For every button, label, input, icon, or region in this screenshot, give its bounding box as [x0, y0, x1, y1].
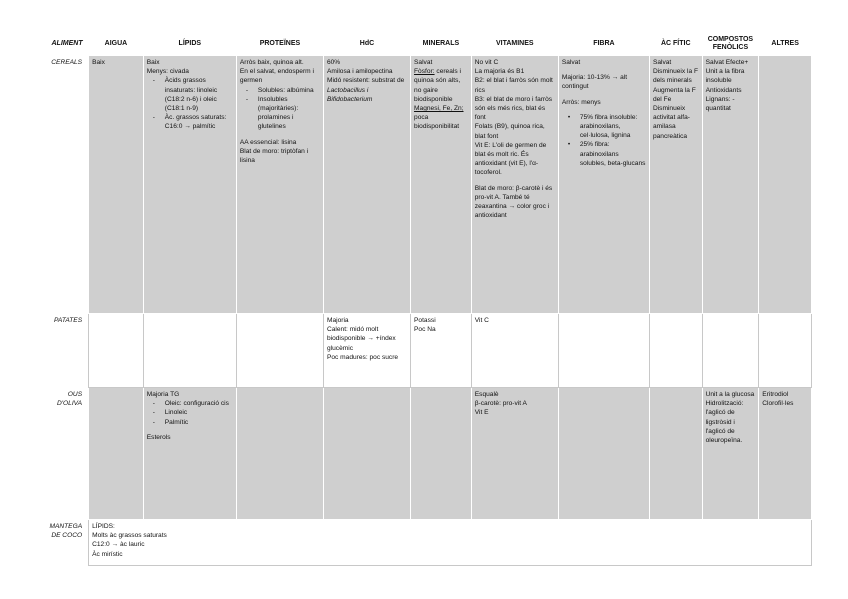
cell-ous-aigua: [89, 388, 144, 520]
text: Arròs: menys: [561, 98, 601, 106]
cell-patates-fibra: [558, 314, 649, 388]
header-minerals: MINERALS: [422, 39, 460, 47]
cell-mantega: [89, 520, 812, 566]
list-item: • 25% fibra: arabinoxilans solubles, beta-glucans: [580, 140, 646, 168]
list-item: - Àc. grassos saturats: C16:0 → palmític: [165, 113, 233, 131]
list-item: - Linoleic: [165, 408, 233, 417]
header-fitic: ÀC FÍTIC: [660, 39, 691, 47]
list-item: - Oleic: configuració cis: [165, 399, 233, 408]
text: Àc mirístic: [92, 550, 123, 558]
cell-ous-fenolics: Unit a la glucosa Hidrolització: l'aglicó de ligstròsid i l'aglicó de oleuropeïna.: [702, 388, 759, 520]
text: LÍPIDS:: [92, 523, 115, 530]
text: Majoria TG: [146, 391, 180, 398]
text: Blat de moro: β-carotè i és pro-vit A. També té zeaxantina → color groc i antioxidant: [474, 184, 553, 220]
cell-cereals-fitic: Salvat Disminueix la F dels minerals Augmenta la F del Fe Disminueix activitat alfa-amilasa pancreàtica: [649, 56, 702, 314]
text: 60%: [326, 59, 341, 66]
text: Vit E: [474, 409, 489, 417]
text: Majoria: 10-13% → alt contingut: [561, 74, 628, 91]
text: Menys: civada: [146, 68, 189, 76]
cell-ous-hdc: [323, 388, 410, 520]
text: Esqualè: [474, 391, 499, 398]
header-aigua: AIGUA: [104, 39, 128, 47]
cell-cereals-hdc: [323, 56, 410, 314]
row-label-cereals: CEREALS: [40, 56, 89, 314]
row-label-ous: OUS D'OLIVA: [40, 388, 89, 520]
row-label-patates: PATATES: [40, 314, 89, 388]
text: Majoria: [326, 317, 349, 324]
cell-ous-vitamines: [471, 388, 558, 520]
text: Folats (B9), quinoa rica, blat font: [474, 123, 545, 140]
list-item: • 75% fibra insoluble: arabinoxilans, cel·lulosa, lignina: [580, 113, 646, 141]
cell-cereals-proteines: [236, 56, 323, 314]
header-aliment: ALIMENT: [51, 39, 83, 47]
list-item: - Insolubles (majoritàries): prolamines i glutelines: [258, 95, 320, 132]
header-lipids: LÍPIDS: [178, 39, 202, 47]
cell-ous-lipids: [143, 388, 236, 520]
row-ous: [40, 388, 812, 520]
text: Salvat: [414, 59, 433, 66]
text: Poc Na: [414, 326, 436, 334]
list-item: - Àcids grassos insaturats: linoleic (C18:2 n-6) i oleic (C18:1 n-9): [165, 76, 233, 113]
header-fibra: FIBRA: [593, 39, 615, 47]
header-proteines: PROTEÏNES: [259, 39, 301, 47]
row-patates: [40, 314, 812, 388]
list-item: - Solubles: albúmina: [258, 86, 320, 95]
header-hdc: HdC: [359, 39, 375, 47]
proteines-list: [240, 86, 320, 132]
cell-patates-altres: [759, 314, 812, 388]
cell-cereals-altres: [759, 56, 812, 314]
header-altres: ALTRES: [771, 39, 799, 47]
text: Baix: [146, 59, 160, 66]
cell-ous-fitic: [649, 388, 702, 520]
cell-cereals-vitamines: [471, 56, 558, 314]
text: Vit E: L'oli de germen de blat és molt ric. És antioxidant (vit E), l'α-tocoferol.: [474, 141, 547, 177]
text: Potassi: [414, 317, 436, 324]
text: B3: el blat de moro i farròs són els més rics, blat és font: [474, 95, 553, 122]
text: Fòsfor:: [414, 68, 435, 76]
cell-ous-altres: Eritrodiol Clorofil·les: [759, 388, 812, 520]
text: No vit C: [474, 59, 499, 66]
cell-cereals-minerals: [411, 56, 472, 314]
nutrition-table: [40, 32, 812, 566]
text: Molts àc grassos saturats: [92, 532, 167, 540]
lipids-list: [147, 76, 233, 131]
text: En el salvat, endosperm i germen: [239, 68, 314, 85]
cell-ous-minerals: [411, 388, 472, 520]
fibra-list: [562, 113, 646, 168]
text: C12:0 → àc lauric: [92, 541, 145, 549]
text: β-carotè: pro-vit A: [474, 400, 527, 408]
row-label-mantega: MANTEGA DE COCO: [40, 520, 89, 566]
cell-cereals-aigua: Baix: [89, 56, 144, 314]
text: Esterols: [146, 433, 171, 441]
text: Arròs baix, quinoa alt.: [239, 59, 304, 66]
text: Midó resistent: substrat de: [326, 77, 405, 85]
cell-cereals-fibra: [558, 56, 649, 314]
text: AA essencial: lisina: [239, 138, 297, 146]
row-mantega: [40, 520, 812, 566]
row-cereals: [40, 56, 812, 314]
cell-patates-proteines: [236, 314, 323, 388]
text: La majoria és B1: [474, 68, 525, 76]
text: Magnesi, Fe, Zn;: [414, 105, 464, 113]
text: Poc madures: poc sucre: [326, 353, 399, 361]
header-vitamines: VITAMINES: [495, 39, 534, 47]
cell-patates-aigua: [89, 314, 144, 388]
text: Salvat: [561, 59, 581, 66]
cell-patates-hdc: [323, 314, 410, 388]
cell-patates-vitamines: Vit C: [471, 314, 558, 388]
text: Calent: midó molt biodisponible → +índex glucèmic: [326, 326, 396, 352]
cell-cereals-fenolics: Salvat Efecte+ Unit a la fibra insoluble Antioxidants Lignans: - quantitat: [702, 56, 759, 314]
text: B2: el blat i farròs són molt rics: [474, 77, 553, 94]
header-row: [40, 32, 812, 56]
text: Blat de moro: triptòfan i lisina: [239, 147, 309, 165]
cell-patates-fitic: [649, 314, 702, 388]
ous-lipids-list: [147, 399, 233, 427]
text: poca biodisponibilitat: [414, 114, 460, 131]
cell-patates-fenolics: [702, 314, 759, 388]
cell-ous-fibra: [558, 388, 649, 520]
text: Amilosa i amilopectina: [326, 68, 393, 76]
list-item: - Palmític: [165, 418, 233, 427]
text: cereals i quinoa són alts, no gaire biodisponible: [414, 68, 461, 103]
text: Lactobacillus i Bifidobacterium: [326, 86, 373, 103]
cell-patates-lipids: [143, 314, 236, 388]
header-fenolics: COMPOSTOS FENÒLICS: [707, 35, 754, 51]
cell-patates-minerals: [411, 314, 472, 388]
cell-ous-proteines: [236, 388, 323, 520]
cell-cereals-lipids: [143, 56, 236, 314]
